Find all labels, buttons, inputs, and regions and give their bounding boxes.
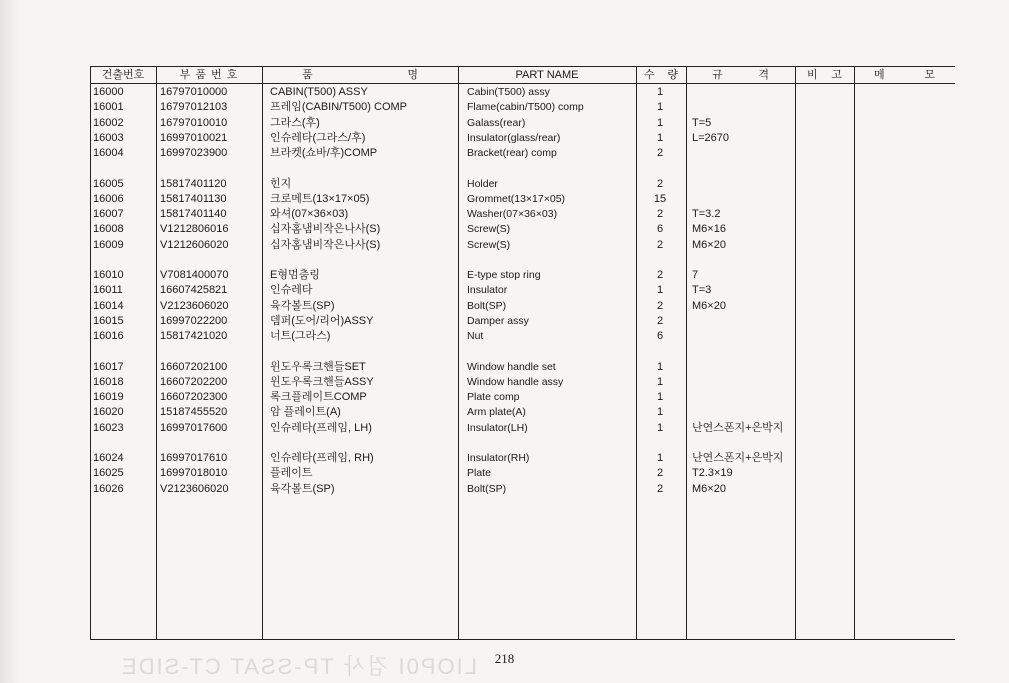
cell-qty: 2	[656, 208, 664, 221]
page-number: 218	[494, 651, 515, 666]
cell-spec: T=3.2	[692, 208, 721, 221]
table-row	[90, 329, 955, 344]
cell-name-kr: 록크플레이트COMP	[270, 391, 367, 404]
cell-part-no: 15817421020	[160, 330, 228, 343]
cell-part-name: Nut	[467, 330, 484, 343]
cell-part-no: 16997017600	[160, 421, 228, 434]
cell-part-no: V2123606020	[160, 482, 229, 495]
cell-qty: 15	[653, 192, 667, 205]
cell-spec: T=3	[692, 284, 712, 297]
cell-part-name: Insulator	[467, 284, 508, 297]
cell-part-no: 16797010000	[160, 86, 228, 98]
cell-qty: 2	[656, 269, 664, 281]
cell-spec: M6×20	[692, 482, 726, 495]
cell-ref-no: 16003	[93, 131, 124, 144]
cell-ref-no: 16018	[93, 375, 124, 388]
table-row	[90, 268, 955, 283]
cell-qty: 1	[656, 406, 664, 419]
cell-name-kr: E형멈춤링	[270, 269, 320, 281]
cell-part-no: 15187455520	[160, 406, 228, 419]
cell-part-name: Plate	[467, 467, 491, 480]
cell-part-no: V1212806016	[160, 223, 229, 236]
table-row	[90, 283, 955, 298]
cell-name-kr: 플레이트	[270, 467, 313, 480]
cell-ref-no: 16016	[93, 330, 124, 343]
cell-qty: 2	[656, 482, 664, 495]
cell-qty: 1	[656, 375, 664, 388]
table-row	[90, 405, 955, 420]
header-spec: 규 격	[712, 69, 769, 81]
cell-spec: L=2670	[692, 131, 730, 144]
cell-name-kr: 인슈레타	[270, 284, 313, 297]
table-bottom-rule	[90, 639, 955, 640]
cell-qty: 1	[656, 116, 664, 129]
table-header-rule	[90, 83, 955, 84]
cell-ref-no: 16024	[93, 452, 124, 464]
cell-part-name: E-type stop ring	[467, 269, 541, 281]
cell-part-no: V1212606020	[160, 238, 229, 251]
cell-qty: 6	[656, 330, 664, 343]
cell-part-no: 16607202200	[160, 375, 228, 388]
cell-qty: 1	[656, 391, 664, 404]
cell-name-kr: 너트(그라스)	[270, 330, 331, 343]
table-row	[90, 192, 955, 207]
cell-ref-no: 16001	[93, 101, 124, 114]
cell-part-name: Damper assy	[467, 314, 529, 327]
cell-qty: 2	[656, 177, 664, 190]
cell-part-name: Window handle assy	[467, 375, 564, 388]
cell-spec: T2.3×19	[692, 467, 733, 480]
cell-ref-no: 16002	[93, 116, 124, 129]
table-row	[90, 451, 955, 466]
cell-name-kr: 브라켓(쇼바/후)COMP	[270, 147, 378, 160]
table-row	[90, 390, 955, 405]
cell-part-name: Insulator(glass/rear)	[467, 131, 561, 144]
cell-ref-no: 16026	[93, 482, 124, 495]
cell-qty: 1	[656, 452, 664, 464]
cell-ref-no: 16011	[93, 284, 123, 297]
table-row	[90, 146, 955, 161]
cell-part-no: V2123606020	[160, 299, 229, 312]
cell-qty: 1	[656, 86, 664, 98]
cell-name-kr: 육각볼트(SP)	[270, 482, 335, 495]
table-row	[90, 100, 955, 115]
header-qty: 수 량	[644, 69, 678, 81]
cell-qty: 1	[656, 284, 664, 297]
cell-part-name: Bolt(SP)	[467, 299, 507, 312]
cell-ref-no: 16007	[93, 208, 124, 221]
cell-spec: 난연스폰지+은박지	[692, 452, 784, 464]
cell-name-kr: 암 플레이트(A)	[270, 406, 341, 419]
cell-spec: M6×20	[692, 238, 726, 251]
cell-part-no: 16797010010	[160, 116, 228, 129]
cell-part-no: V7081400070	[160, 269, 229, 281]
cell-ref-no: 16008	[93, 223, 124, 236]
cell-part-name: Insulator(LH)	[467, 421, 528, 434]
cell-name-kr: 인슈레타(그라스/후)	[270, 131, 366, 144]
cell-name-kr: 윈도우록크핸들SET	[270, 360, 366, 373]
cell-part-name: Bracket(rear) comp	[467, 147, 557, 160]
table-row	[90, 116, 955, 131]
cell-ref-no: 16025	[93, 467, 124, 480]
cell-name-kr: 십자홈냄비작은나사(S)	[270, 238, 381, 251]
table-row	[90, 421, 955, 436]
cell-part-name: Washer(07×36×03)	[467, 208, 558, 221]
cell-ref-no: 16006	[93, 192, 124, 205]
cell-qty: 1	[656, 131, 664, 144]
cell-ref-no: 16005	[93, 177, 124, 190]
table-row	[90, 314, 955, 329]
cell-name-kr: 뎀퍼(도어/리어)ASSY	[270, 314, 374, 327]
cell-name-kr: 힌지	[270, 177, 292, 190]
header-no: 건출번호	[101, 69, 145, 81]
cell-part-no: 15817401130	[160, 192, 227, 205]
cell-ref-no: 16017	[93, 360, 124, 373]
parts-table	[90, 66, 955, 641]
table-row	[90, 466, 955, 481]
cell-ref-no: 16010	[93, 269, 124, 281]
cell-name-kr: 십자홈냄비작은나사(S)	[270, 223, 381, 236]
cell-part-no: 15817401140	[160, 208, 227, 221]
cell-name-kr: 윈도우록크핸들ASSY	[270, 375, 374, 388]
cell-spec: M6×16	[692, 223, 726, 236]
cell-part-no: 16607425821	[160, 284, 228, 297]
cell-qty: 1	[656, 360, 664, 373]
cell-name-kr: 와셔(07×36×03)	[270, 208, 349, 221]
cell-name-kr: 인슈레타(프레임, LH)	[270, 421, 372, 434]
cell-ref-no: 16019	[93, 391, 124, 404]
cell-name-kr: 크로메트(13×17×05)	[270, 192, 370, 205]
cell-qty: 2	[656, 147, 664, 160]
cell-spec: M6×20	[692, 299, 726, 312]
cell-ref-no: 16000	[93, 86, 124, 98]
cell-qty: 2	[656, 299, 664, 312]
cell-ref-no: 16004	[93, 147, 124, 160]
cell-ref-no: 16020	[93, 406, 124, 419]
cell-part-no: 15817401120	[160, 177, 227, 190]
cell-ref-no: 16023	[93, 421, 124, 434]
cell-part-no: 16997010021	[160, 131, 228, 144]
cell-part-no: 16607202300	[160, 391, 228, 404]
cell-part-name: Screw(S)	[467, 223, 511, 236]
cell-ref-no: 16015	[93, 314, 124, 327]
table-row	[90, 207, 955, 222]
cell-qty: 2	[656, 238, 664, 251]
table-row	[90, 360, 955, 375]
cell-part-name: Window handle set	[467, 360, 556, 373]
cell-qty: 2	[656, 314, 664, 327]
cell-part-name: Flame(cabin/T500) comp	[467, 101, 584, 114]
cell-part-name: Plate comp	[467, 391, 520, 404]
cell-part-name: Cabin(T500) assy	[467, 86, 550, 98]
cell-spec: T=5	[692, 116, 712, 129]
cell-part-no: 16607202100	[160, 360, 228, 373]
table-row	[90, 131, 955, 146]
table-row	[90, 482, 955, 497]
cell-name-kr: CABIN(T500) ASSY	[270, 86, 368, 98]
cell-part-no: 16797012103	[160, 101, 228, 114]
cell-name-kr: 프레임(CABIN/T500) COMP	[270, 101, 408, 114]
cell-name-kr: 그라스(후)	[270, 116, 320, 129]
cell-part-name: Bolt(SP)	[467, 482, 507, 495]
table-row	[90, 375, 955, 390]
cell-ref-no: 16009	[93, 238, 124, 251]
header-name-kr: 품 명	[302, 69, 418, 81]
cell-part-name: Holder	[467, 177, 498, 190]
cell-part-no: 16997017610	[160, 452, 228, 464]
cell-qty: 2	[656, 467, 664, 480]
cell-part-no: 16997023900	[160, 147, 228, 160]
cell-name-kr: 인슈레타(프레임, RH)	[270, 452, 374, 464]
table-row	[90, 85, 955, 100]
table-row	[90, 222, 955, 237]
table-row	[90, 299, 955, 314]
cell-name-kr: 육각볼트(SP)	[270, 299, 335, 312]
header-remark: 비 고	[807, 69, 842, 81]
cell-spec: 난연스폰지+은박지	[692, 421, 784, 434]
cell-part-no: 16997018010	[160, 467, 228, 480]
cell-ref-no: 16014	[93, 299, 124, 312]
page-edge-shadow	[0, 0, 20, 683]
cell-qty: 1	[656, 421, 664, 434]
cell-part-name: Insulator(RH)	[467, 452, 530, 464]
cell-part-name: Galass(rear)	[467, 116, 526, 129]
cell-part-no: 16997022200	[160, 314, 228, 327]
header-part-no: 부 품 번 호	[179, 69, 239, 81]
cell-qty: 6	[656, 223, 664, 236]
table-row	[90, 238, 955, 253]
header-memo: 메 모	[874, 69, 935, 81]
cell-spec: 7	[692, 269, 699, 281]
cell-qty: 1	[656, 101, 664, 114]
header-part-name: PART NAME	[515, 69, 579, 81]
cell-part-name: Screw(S)	[467, 238, 511, 251]
cell-part-name: Arm plate(A)	[467, 406, 526, 419]
table-row	[90, 177, 955, 192]
bleed-through-watermark: LIOP0I 검사 TP-SSAT CT-SIDE	[120, 654, 477, 679]
cell-part-name: Grommet(13×17×05)	[467, 192, 566, 205]
